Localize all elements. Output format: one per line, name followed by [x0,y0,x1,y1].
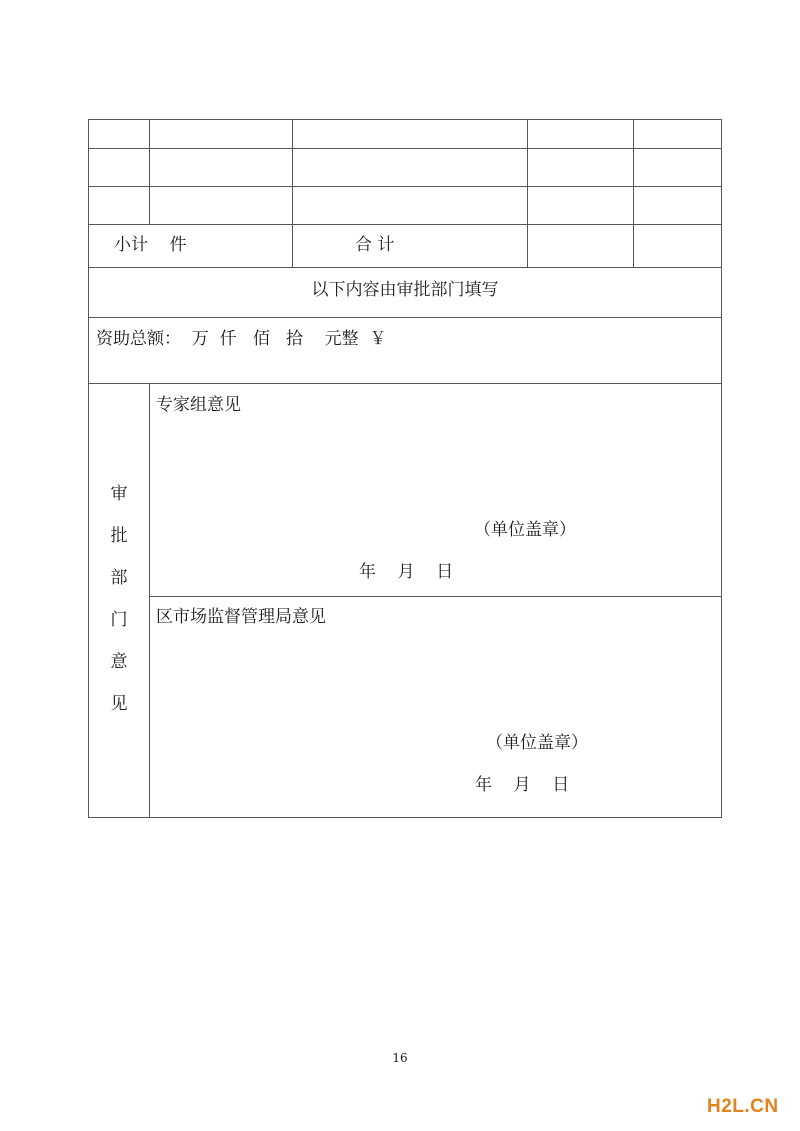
row-divider [89,224,721,225]
column-divider [527,120,528,267]
column-divider [633,120,634,267]
row-divider [89,186,721,187]
approval-section-header: 以下内容由审批部门填写 [311,280,499,300]
logo-text: H2L.CN [707,1096,779,1117]
application-form-table [88,119,722,818]
side-char: 部 [110,568,128,588]
row-divider [89,317,721,318]
row-divider [89,148,721,149]
side-char: 意 [110,652,128,672]
column-divider [149,120,150,224]
side-char: 批 [110,526,128,546]
page-number: 16 [392,1051,408,1065]
row-divider [89,267,721,268]
column-divider [149,383,150,817]
column-divider [292,120,293,267]
subtotal-label: 小计 件 [114,235,187,255]
bureau-seal-label: （单位盖章） [486,733,588,753]
bureau-date-label: 年 月 日 [475,775,570,795]
side-char: 门 [110,610,128,630]
bureau-opinion-title: 区市场监督管理局意见 [156,607,326,627]
row-divider [89,383,721,384]
total-label: 合 计 [355,235,395,255]
side-char: 见 [110,694,128,714]
approval-side-label [89,382,149,822]
site-watermark-logo [707,1096,779,1118]
side-char: 审 [110,484,128,504]
expert-date-label: 年 月 日 [359,562,454,582]
section-divider [149,596,721,597]
funding-amount-label: 资助总额： 万 仟 佰 拾 元整 ￥ [96,329,387,349]
expert-seal-label: （单位盖章） [474,520,576,540]
expert-opinion-title: 专家组意见 [156,395,241,415]
